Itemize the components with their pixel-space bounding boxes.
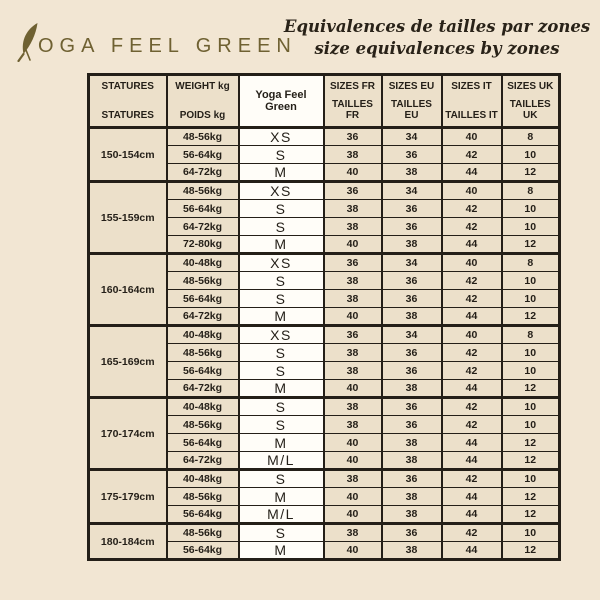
size-eu-cell: 34: [382, 254, 442, 272]
size-it-cell: 42: [442, 362, 502, 380]
size-it-cell: 40: [442, 326, 502, 344]
weight-cell: 48-56kg: [167, 488, 239, 506]
table-row: [89, 182, 560, 200]
brand-size-cell: M/L: [239, 506, 324, 524]
size-uk-cell: 10: [502, 398, 560, 416]
size-it-cell: 44: [442, 308, 502, 326]
size-eu-cell: 38: [382, 434, 442, 452]
size-table-body: [89, 128, 560, 560]
column-header-sizes-uk: [502, 75, 560, 128]
size-it-cell: 44: [442, 506, 502, 524]
size-uk-cell: 10: [502, 344, 560, 362]
weight-cell: 48-56kg: [167, 128, 239, 146]
header-line: TAILLES FR: [332, 99, 373, 121]
size-fr-cell: 40: [324, 434, 382, 452]
column-header-statures: [89, 75, 167, 128]
size-fr-cell: 38: [324, 344, 382, 362]
size-it-cell: 40: [442, 254, 502, 272]
brand-logo: [16, 22, 297, 62]
size-it-cell: 42: [442, 200, 502, 218]
size-fr-cell: 38: [324, 362, 382, 380]
size-it-cell: 42: [442, 146, 502, 164]
brand-size-cell: M: [239, 164, 324, 182]
size-fr-cell: 38: [324, 470, 382, 488]
size-uk-cell: 10: [502, 218, 560, 236]
size-fr-cell: 40: [324, 308, 382, 326]
size-uk-cell: 10: [502, 470, 560, 488]
brand-size-cell: XS: [239, 128, 324, 146]
size-eu-cell: 38: [382, 380, 442, 398]
weight-cell: 48-56kg: [167, 416, 239, 434]
weight-cell: 64-72kg: [167, 380, 239, 398]
stature-cell: 180-184cm: [89, 524, 167, 560]
table-row: [89, 398, 560, 416]
brand-size-cell: S: [239, 290, 324, 308]
header-line: SIZES FR: [329, 81, 375, 92]
page-title: [282, 16, 592, 61]
size-fr-cell: 38: [324, 290, 382, 308]
size-eu-cell: 36: [382, 470, 442, 488]
size-uk-cell: 10: [502, 272, 560, 290]
size-it-cell: 44: [442, 452, 502, 470]
stature-cell: 160-164cm: [89, 254, 167, 326]
weight-cell: 48-56kg: [167, 344, 239, 362]
brand-size-cell: M: [239, 380, 324, 398]
size-fr-cell: 38: [324, 218, 382, 236]
size-eu-cell: 36: [382, 398, 442, 416]
size-fr-cell: 38: [324, 272, 382, 290]
brand-size-cell: M/L: [239, 452, 324, 470]
size-uk-cell: 10: [502, 146, 560, 164]
brand-size-cell: S: [239, 398, 324, 416]
size-fr-cell: 40: [324, 164, 382, 182]
table-row: [89, 128, 560, 146]
size-uk-cell: 8: [502, 128, 560, 146]
size-uk-cell: 12: [502, 380, 560, 398]
size-uk-cell: 12: [502, 308, 560, 326]
size-fr-cell: 38: [324, 200, 382, 218]
size-fr-cell: 38: [324, 398, 382, 416]
weight-cell: 48-56kg: [167, 182, 239, 200]
header-line: SIZES EU: [388, 81, 435, 92]
brand-size-cell: M: [239, 236, 324, 254]
size-eu-cell: 38: [382, 542, 442, 560]
header-line: WEIGHT kg: [175, 81, 230, 92]
size-it-cell: 42: [442, 470, 502, 488]
size-uk-cell: 8: [502, 326, 560, 344]
header-line: TAILLES UK: [509, 99, 551, 121]
table-row: [89, 524, 560, 542]
size-fr-cell: 38: [324, 416, 382, 434]
header-line: TAILLES EU: [391, 99, 432, 121]
size-eu-cell: 34: [382, 182, 442, 200]
size-uk-cell: 10: [502, 524, 560, 542]
stature-cell: 170-174cm: [89, 398, 167, 470]
size-eu-cell: 38: [382, 452, 442, 470]
weight-cell: 40-48kg: [167, 398, 239, 416]
brand-size-cell: XS: [239, 182, 324, 200]
title-line-2: size equivalences by zones: [314, 39, 560, 59]
size-uk-cell: 10: [502, 290, 560, 308]
column-header-brand: [239, 75, 324, 128]
size-uk-cell: 12: [502, 452, 560, 470]
stature-cell: 165-169cm: [89, 326, 167, 398]
stature-cell: 150-154cm: [89, 128, 167, 182]
weight-cell: 56-64kg: [167, 542, 239, 560]
weight-cell: 40-48kg: [167, 254, 239, 272]
size-it-cell: 42: [442, 524, 502, 542]
brand-size-cell: M: [239, 308, 324, 326]
table-row: [89, 254, 560, 272]
size-fr-cell: 36: [324, 128, 382, 146]
size-it-cell: 40: [442, 128, 502, 146]
size-eu-cell: 36: [382, 200, 442, 218]
header-line: Yoga Feel Green: [255, 89, 307, 113]
size-eu-cell: 36: [382, 362, 442, 380]
size-uk-cell: 12: [502, 542, 560, 560]
size-it-cell: 42: [442, 416, 502, 434]
size-it-cell: 40: [442, 182, 502, 200]
weight-cell: 56-64kg: [167, 362, 239, 380]
size-eu-cell: 36: [382, 272, 442, 290]
weight-cell: 56-64kg: [167, 290, 239, 308]
size-it-cell: 44: [442, 164, 502, 182]
size-it-cell: 44: [442, 380, 502, 398]
size-fr-cell: 40: [324, 542, 382, 560]
size-uk-cell: 12: [502, 506, 560, 524]
weight-cell: 72-80kg: [167, 236, 239, 254]
header-line: SIZES IT: [451, 81, 492, 92]
size-eu-cell: 34: [382, 326, 442, 344]
brand-size-cell: M: [239, 542, 324, 560]
table-row: [89, 326, 560, 344]
size-it-cell: 44: [442, 488, 502, 506]
size-it-cell: 42: [442, 344, 502, 362]
size-eu-cell: 38: [382, 308, 442, 326]
brand-size-cell: S: [239, 200, 324, 218]
title-line-1: Equivalences de tailles par zones: [283, 17, 591, 36]
size-eu-cell: 36: [382, 218, 442, 236]
size-eu-cell: 36: [382, 416, 442, 434]
column-header-sizes-eu: [382, 75, 442, 128]
size-fr-cell: 40: [324, 236, 382, 254]
size-fr-cell: 38: [324, 524, 382, 542]
size-uk-cell: 8: [502, 254, 560, 272]
size-it-cell: 42: [442, 218, 502, 236]
size-fr-cell: 36: [324, 326, 382, 344]
stature-cell: 175-179cm: [89, 470, 167, 524]
weight-cell: 64-72kg: [167, 452, 239, 470]
header-line: SIZES UK: [507, 81, 554, 92]
size-uk-cell: 10: [502, 200, 560, 218]
weight-cell: 64-72kg: [167, 308, 239, 326]
size-uk-cell: 10: [502, 362, 560, 380]
size-eu-cell: 34: [382, 128, 442, 146]
size-eu-cell: 36: [382, 146, 442, 164]
size-fr-cell: 40: [324, 506, 382, 524]
stature-cell: 155-159cm: [89, 182, 167, 254]
size-it-cell: 44: [442, 542, 502, 560]
brand-size-cell: M: [239, 434, 324, 452]
weight-cell: 56-64kg: [167, 434, 239, 452]
weight-cell: 56-64kg: [167, 146, 239, 164]
size-it-cell: 42: [442, 398, 502, 416]
size-fr-cell: 38: [324, 146, 382, 164]
table-row: [89, 470, 560, 488]
brand-size-cell: S: [239, 146, 324, 164]
weight-cell: 56-64kg: [167, 200, 239, 218]
brand-size-cell: S: [239, 362, 324, 380]
brand-size-cell: S: [239, 470, 324, 488]
brand-size-cell: S: [239, 344, 324, 362]
column-header-sizes-fr: [324, 75, 382, 128]
size-eu-cell: 38: [382, 506, 442, 524]
size-eu-cell: 36: [382, 344, 442, 362]
logo-text: OGA FEEL GREEN: [38, 35, 297, 57]
size-uk-cell: 10: [502, 416, 560, 434]
header-line: TAILLES IT: [445, 110, 498, 121]
weight-cell: 48-56kg: [167, 524, 239, 542]
size-it-cell: 44: [442, 434, 502, 452]
size-fr-cell: 40: [324, 488, 382, 506]
brand-size-cell: S: [239, 272, 324, 290]
weight-cell: 48-56kg: [167, 272, 239, 290]
brand-size-cell: XS: [239, 254, 324, 272]
size-eu-cell: 36: [382, 524, 442, 542]
brand-size-cell: XS: [239, 326, 324, 344]
size-uk-cell: 12: [502, 434, 560, 452]
brand-size-cell: S: [239, 524, 324, 542]
leaf-y-icon: [16, 22, 40, 62]
brand-size-cell: M: [239, 488, 324, 506]
size-uk-cell: 12: [502, 164, 560, 182]
weight-cell: 56-64kg: [167, 506, 239, 524]
column-header-weight: [167, 75, 239, 128]
size-it-cell: 42: [442, 290, 502, 308]
header-line: STATURES: [101, 81, 154, 92]
size-fr-cell: 40: [324, 452, 382, 470]
size-uk-cell: 12: [502, 488, 560, 506]
weight-cell: 40-48kg: [167, 326, 239, 344]
column-header-sizes-it: [442, 75, 502, 128]
weight-cell: 64-72kg: [167, 218, 239, 236]
brand-size-cell: S: [239, 416, 324, 434]
header-line: POIDS kg: [179, 110, 226, 121]
size-eu-cell: 38: [382, 488, 442, 506]
header-line: STATURES: [101, 110, 154, 121]
size-eu-cell: 36: [382, 290, 442, 308]
table-header-row: [89, 75, 560, 128]
size-eu-cell: 38: [382, 236, 442, 254]
weight-cell: 64-72kg: [167, 164, 239, 182]
size-it-cell: 42: [442, 272, 502, 290]
size-it-cell: 44: [442, 236, 502, 254]
size-fr-cell: 40: [324, 380, 382, 398]
brand-size-cell: S: [239, 218, 324, 236]
weight-cell: 40-48kg: [167, 470, 239, 488]
size-fr-cell: 36: [324, 254, 382, 272]
size-uk-cell: 12: [502, 236, 560, 254]
size-uk-cell: 8: [502, 182, 560, 200]
size-eu-cell: 38: [382, 164, 442, 182]
size-fr-cell: 36: [324, 182, 382, 200]
size-equivalence-table: [87, 73, 561, 561]
